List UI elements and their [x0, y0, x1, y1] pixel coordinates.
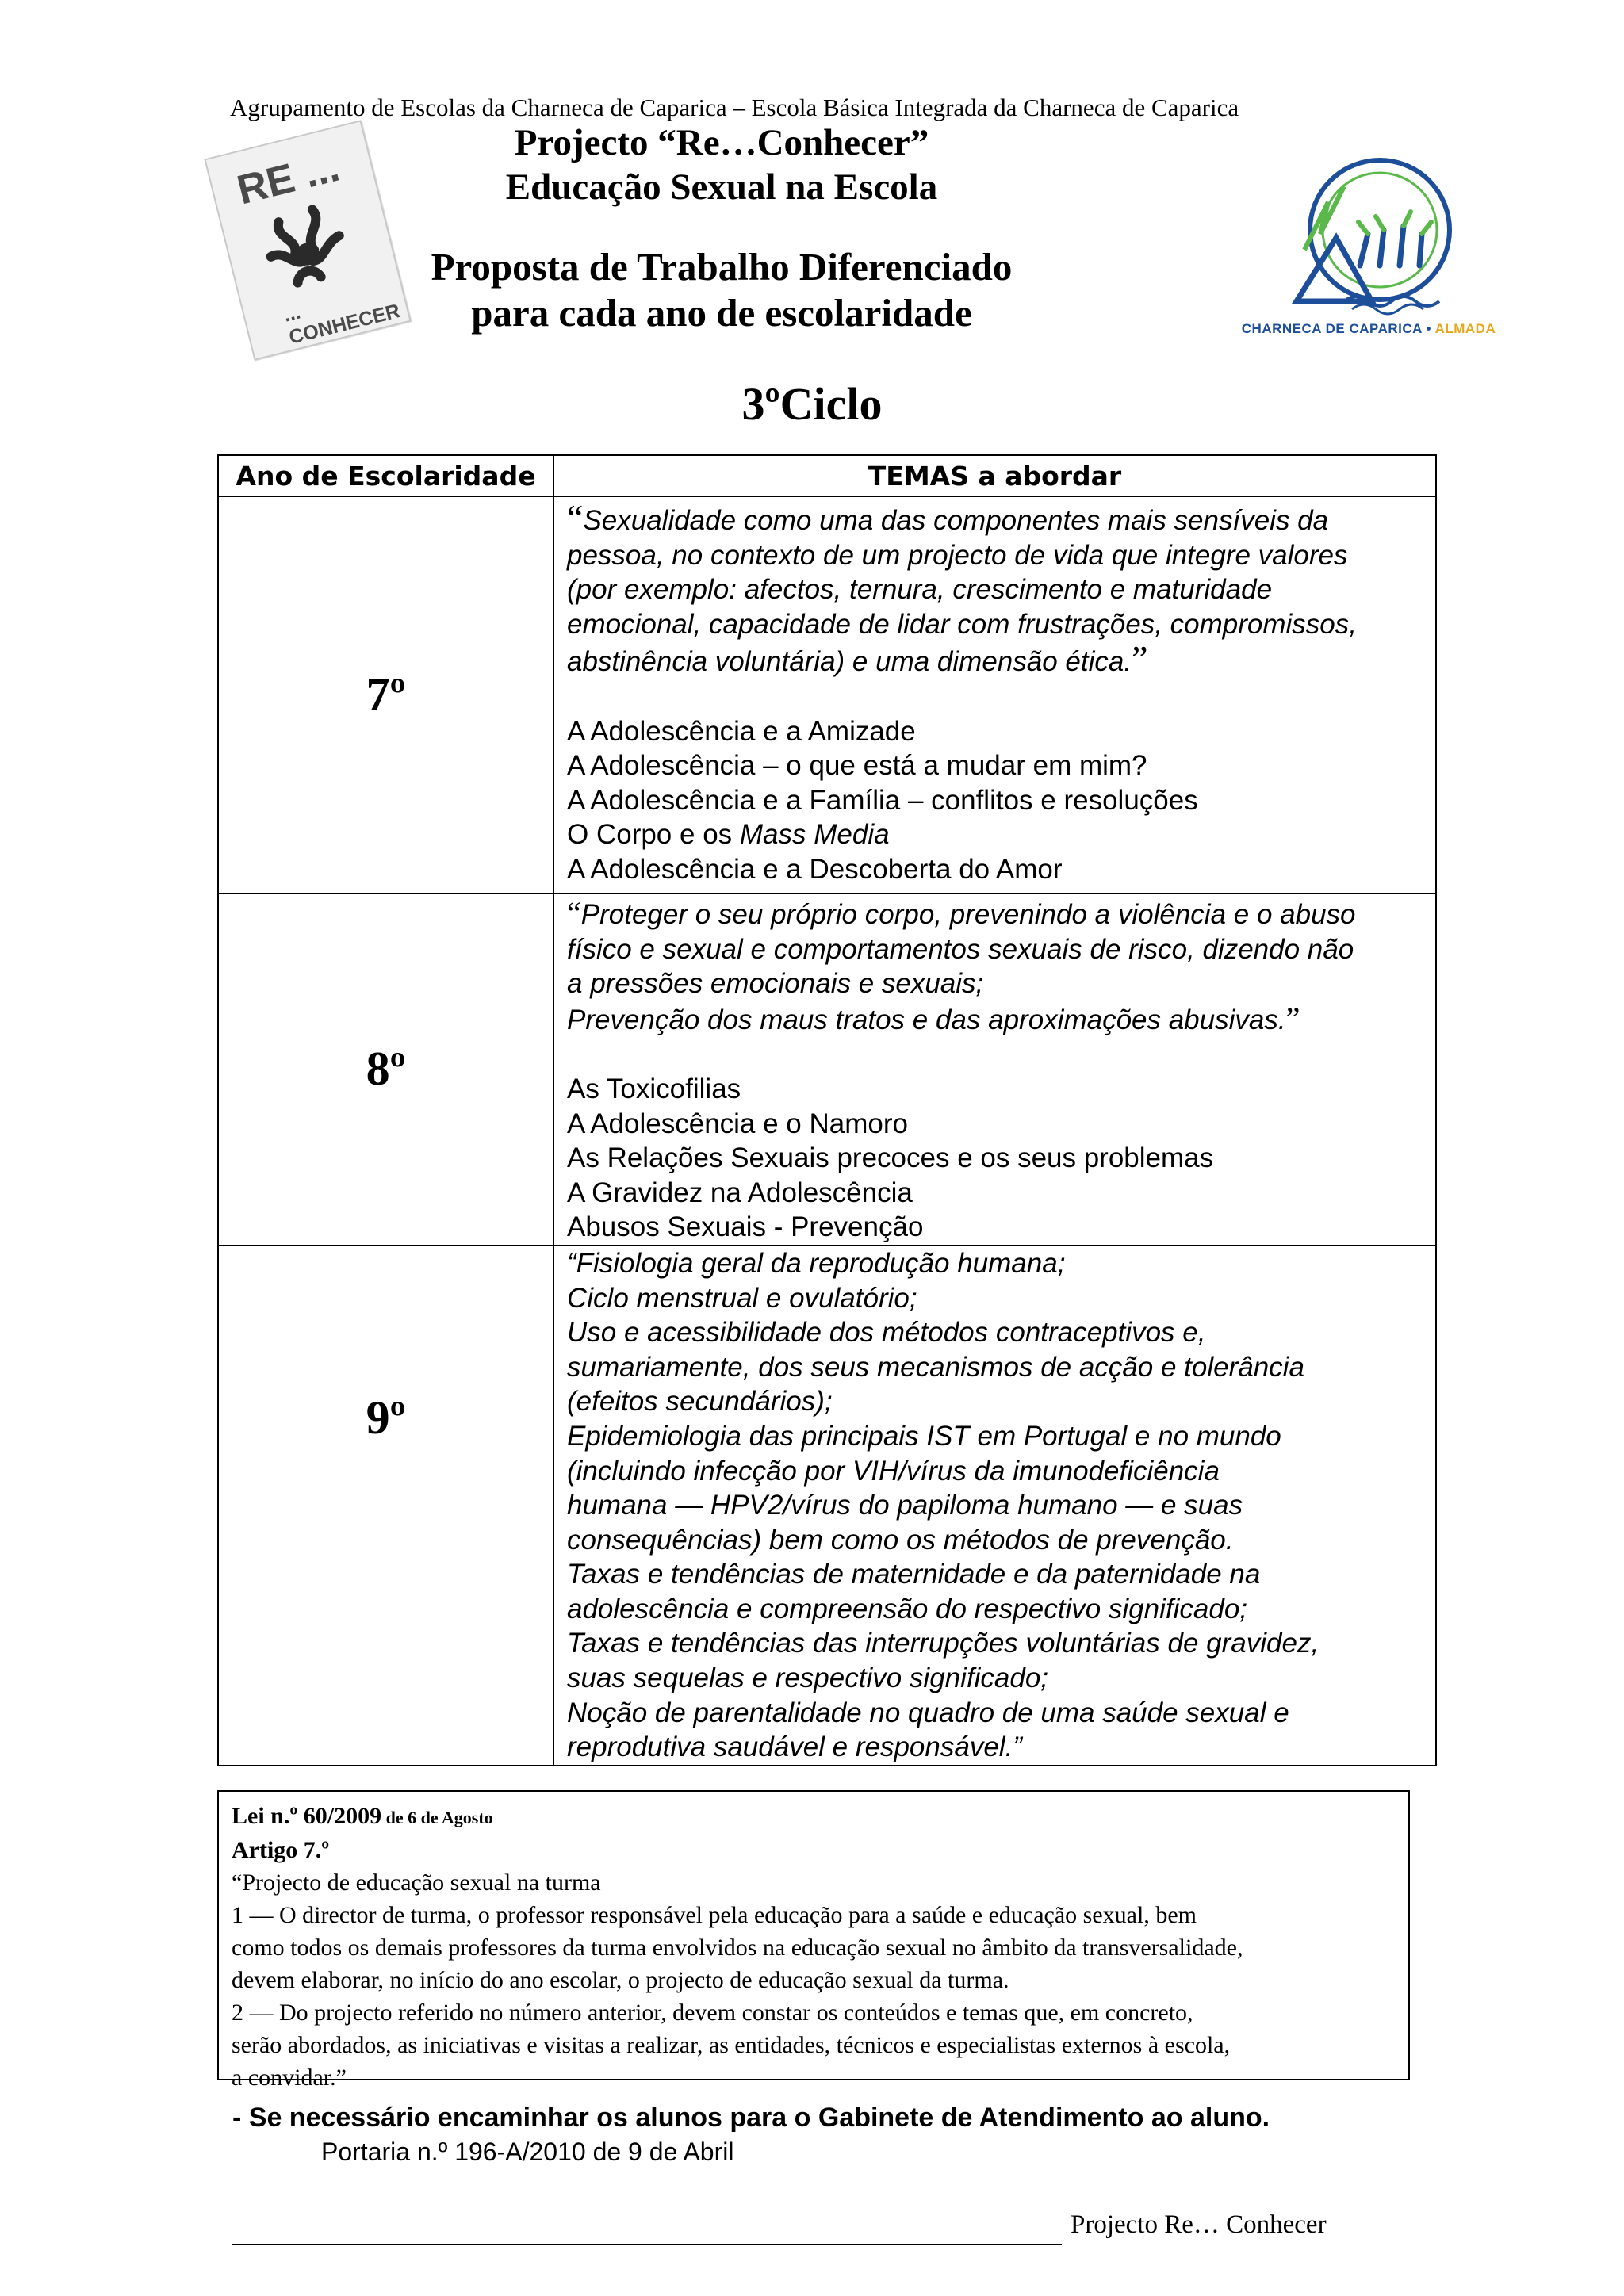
topic-item: As Relações Sexuais precoces e os seus problemas [567, 1142, 1214, 1174]
portaria-reference: Portaria n.º 196-A/2010 de 9 de Abril [321, 2137, 734, 2166]
footer-divider [232, 2244, 1062, 2245]
law-date: de 6 de Agosto [381, 1808, 493, 1827]
logo-text-re: RE ... [232, 144, 344, 214]
grade-cell: 7º [218, 496, 553, 894]
topic-item: A Adolescência – o que está a mudar em mim? [567, 750, 1147, 782]
law-title: Lei n.º 60/2009 [232, 1803, 382, 1829]
header-topics: TEMAS a abordar [553, 455, 1436, 496]
law-line: “Projecto de educação sexual na turma [232, 1869, 601, 1896]
table-row [218, 496, 1436, 894]
topics-cell: “Proteger o seu próprio corpo, prevenindo a violência e o abuso físico e sexual e comportamentos sexuais de risco, dizendo não a pressões emocionais e sexuais; Prevenção dos maus tratos e das aproximações abusivas.” As Toxicofilias A Adolescência e o Namoro As Relações Sexuais precoces e os seus problemas A Gravidez na Adolescência Abusos Sexuais - Prevenção [553, 894, 1436, 1246]
logo-text-conhecer: ... CONHECER [281, 299, 403, 349]
table-row [218, 1246, 1436, 1766]
document-title-block [341, 121, 1102, 336]
topics-cell: “Fisiologia geral da reprodução humana; Ciclo menstrual e ovulatório; Uso e acessibilidade dos métodos contraceptivos e, sumariamente, dos seus mecanismos de acção e tolerância (efeitos secundários); Epidemiologia das principais IST em Portugal e no mundo (incluindo infecção por VIH/vírus da imunodeficiência humana — HPV2/vírus do papiloma humano — e suas consequências) bem como os métodos de prevenção. Taxas e tendências de maternidade e da paternidade na adolescência e compreensão do respectivo significado; Taxas e tendências das interrupções voluntárias de gravidez, suas sequelas e respectivo significado; Noção de parentalidade no quadro de uma saúde sexual e reprodutiva saudável e responsável.” [553, 1246, 1436, 1766]
law-line: como todos os demais professores da turma envolvidos na educação sexual no âmbito da transversalidade, [232, 1934, 1243, 1961]
law-line: 2 — Do projecto referido no número anterior, devem constar os conteúdos e temas que, em concreto, [232, 1999, 1193, 2026]
topic-item: Abusos Sexuais - Prevenção [567, 1211, 924, 1243]
topics-table [217, 454, 1437, 1766]
referral-note: - Se necessário encaminhar os alunos para o Gabinete de Atendimento ao aluno. [232, 2103, 1270, 2133]
footer-text: Projecto Re… Conhecer [1071, 2210, 1327, 2239]
topic-item: As Toxicofilias [567, 1073, 741, 1104]
school-emblem-icon [1241, 155, 1496, 321]
cycle-title: 3ºCiclo [741, 378, 883, 430]
project-title: Projecto “Re…Conhecer” [514, 122, 929, 163]
topic-item: A Adolescência e a Amizade [567, 715, 916, 747]
law-line: serão abordados, as iniciativas e visitas a realizar, as entidades, técnicos e especialistas externos à escola, [232, 2032, 1231, 2058]
topic-item: A Adolescência e a Família – conflitos e resoluções [567, 784, 1198, 816]
law-line: a convidar.” [232, 2064, 347, 2091]
grade-cell: 9º [218, 1246, 553, 1766]
logo-caption: CHARNECA DE CAPARICA • ALMADA [1241, 321, 1496, 336]
table-header-row [218, 455, 1436, 496]
law-line: 1 — O director de turma, o professor responsável pela educação para a saúde e educação sexual, bem [232, 1902, 1197, 1928]
grade-cell: 8º [218, 894, 553, 1246]
header-grade: Ano de Escolaridade [218, 455, 553, 496]
topic-item: A Gravidez na Adolescência [567, 1177, 913, 1208]
school-group-logo [1241, 155, 1496, 345]
law-excerpt-box [217, 1790, 1410, 2091]
topic-item: O Corpo e os Mass Media [567, 819, 890, 851]
law-article: Artigo 7.º [232, 1837, 330, 1863]
table-row [218, 894, 1436, 1246]
project-subtitle: Educação Sexual na Escola [505, 166, 938, 208]
topic-item: A Adolescência e a Descoberta do Amor [567, 853, 1063, 885]
proposal-title: Proposta de Trabalho Diferenciado [431, 245, 1013, 289]
law-line: devem elaborar, no início do ano escolar, o projecto de educação sexual da turma. [232, 1967, 1009, 1993]
school-header-line: Agrupamento de Escolas da Charneca de Caparica – Escola Básica Integrada da Charneca de Caparica [230, 94, 1239, 121]
proposal-subtitle: para cada ano de escolaridade [471, 291, 972, 335]
topic-item: A Adolescência e o Namoro [567, 1108, 908, 1139]
topics-cell: “Sexualidade como uma das componentes mais sensíveis da pessoa, no contexto de um projecto de vida que integre valores (por exemplo: afectos, ternura, crescimento e maturidade emocional, capacidade de lidar com frustrações, compromissos, abstinência voluntária) e uma dimensão ética.” A Adolescência e a Amizade A Adolescência – o que está a mudar em mim? A Adolescência e a Família – conflitos e resoluções O Corpo e os Mass Media A Adolescência e a Descoberta do Amor [553, 496, 1436, 894]
